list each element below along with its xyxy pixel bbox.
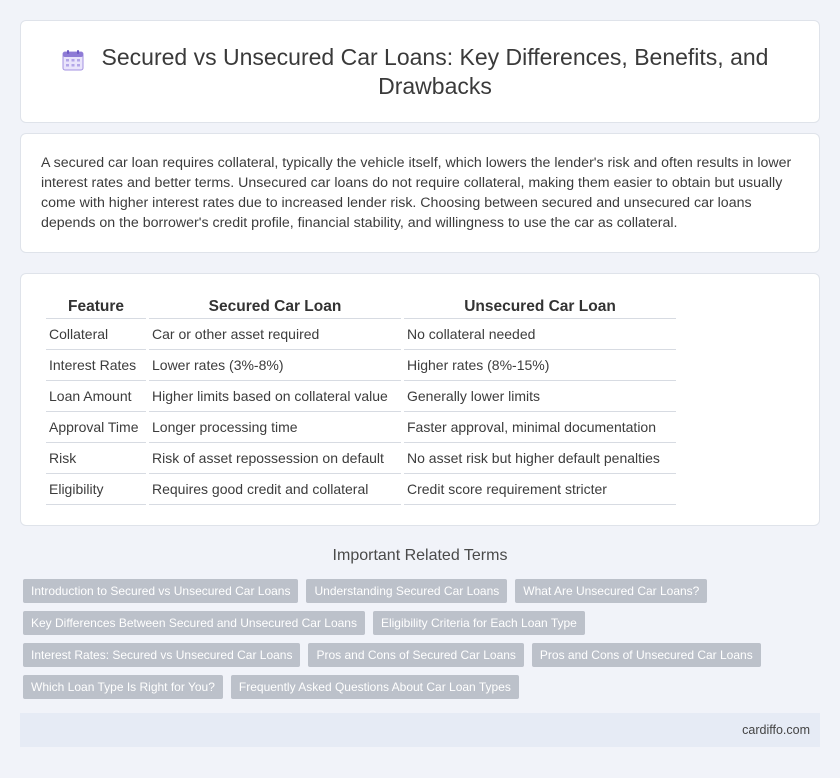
related-terms-heading: Important Related Terms — [332, 547, 508, 564]
cell-secured: Lower rates (3%-8%) — [149, 350, 401, 381]
table-row — [46, 412, 676, 443]
related-term-link[interactable]: Interest Rates: Secured vs Unsecured Car Loans — [23, 643, 300, 667]
tag-row — [23, 579, 813, 603]
comparison-table — [43, 296, 679, 505]
comparison-table-card — [20, 273, 820, 526]
cell-unsecured: No collateral needed — [404, 319, 676, 350]
cell-unsecured: Generally lower limits — [404, 381, 676, 412]
related-term-link[interactable]: Eligibility Criteria for Each Loan Type — [373, 611, 585, 635]
cell-unsecured: Faster approval, minimal documentation — [404, 412, 676, 443]
related-term-link[interactable]: Frequently Asked Questions About Car Loan Types — [231, 675, 519, 699]
header-secured: Secured Car Loan — [149, 296, 401, 319]
footer-site-link[interactable]: cardiffo.com — [742, 723, 810, 737]
table-row — [46, 350, 676, 381]
cell-feature: Loan Amount — [46, 381, 146, 412]
header-feature: Feature — [46, 296, 146, 319]
related-terms-list — [23, 579, 813, 707]
header-unsecured: Unsecured Car Loan — [404, 296, 676, 319]
cell-feature: Risk — [46, 443, 146, 474]
related-term-link[interactable]: Understanding Secured Car Loans — [306, 579, 507, 603]
cell-unsecured: Higher rates (8%-15%) — [404, 350, 676, 381]
cell-feature: Eligibility — [46, 474, 146, 505]
title-card — [20, 20, 820, 123]
related-term-link[interactable]: Key Differences Between Secured and Unsecured Car Loans — [23, 611, 365, 635]
related-term-link[interactable]: Introduction to Secured vs Unsecured Car Loans — [23, 579, 298, 603]
table-row — [46, 443, 676, 474]
table-row — [46, 319, 676, 350]
tag-row — [23, 611, 813, 635]
cell-unsecured: Credit score requirement stricter — [404, 474, 676, 505]
cell-secured: Longer processing time — [149, 412, 401, 443]
table-row — [46, 474, 676, 505]
cell-unsecured: No asset risk but higher default penalties — [404, 443, 676, 474]
cell-secured: Risk of asset repossession on default — [149, 443, 401, 474]
related-term-link[interactable]: What Are Unsecured Car Loans? — [515, 579, 707, 603]
related-term-link[interactable]: Which Loan Type Is Right for You? — [23, 675, 223, 699]
footer — [20, 713, 820, 747]
related-term-link[interactable]: Pros and Cons of Secured Car Loans — [308, 643, 523, 667]
intro-paragraph: A secured car loan requires collateral, typically the vehicle itself, which lowers the lender's risk and often results in lower interest rates and better terms. Unsecured car loans do not require collateral, making them easier to obtain but usually come with higher interest rates due to increased lender risk. Choosing between secured and unsecured car loans depends on the borrower's credit profile, financial stability, and willingness to use the car as collateral. — [41, 155, 792, 231]
cell-secured: Requires good credit and collateral — [149, 474, 401, 505]
table-row — [46, 381, 676, 412]
tag-row — [23, 643, 813, 667]
cell-secured: Car or other asset required — [149, 319, 401, 350]
page-title: Secured vs Unsecured Car Loans: Key Differences, Benefits, and Drawbacks — [101, 43, 769, 99]
cell-feature: Interest Rates — [46, 350, 146, 381]
related-term-link[interactable]: Pros and Cons of Unsecured Car Loans — [532, 643, 761, 667]
table-header-row — [46, 296, 676, 319]
cell-feature: Collateral — [46, 319, 146, 350]
cell-secured: Higher limits based on collateral value — [149, 381, 401, 412]
intro-card — [20, 133, 820, 253]
cell-feature: Approval Time — [46, 412, 146, 443]
tag-row — [23, 675, 813, 699]
